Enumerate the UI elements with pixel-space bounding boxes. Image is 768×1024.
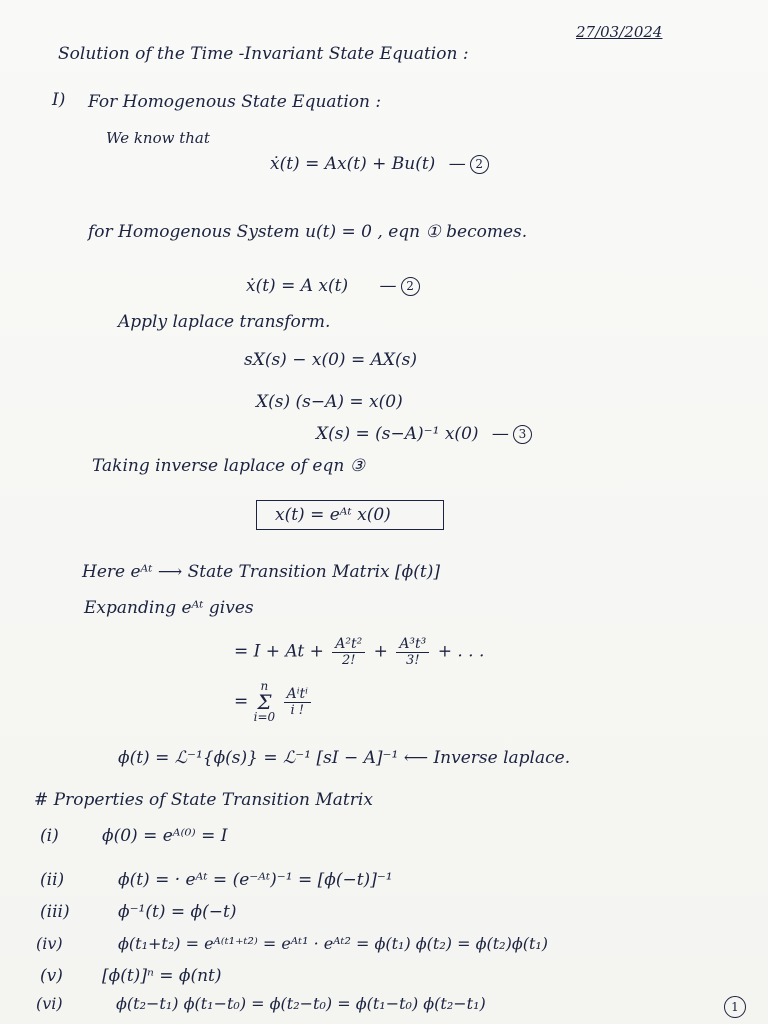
property-text: [ϕ(t)]ⁿ = ϕ(nt) — [102, 966, 222, 986]
equation-homogenous-text: ẋ(t) = A x(t) — [246, 276, 349, 296]
sum-term — [284, 686, 311, 718]
property-number: (iii) — [40, 902, 70, 922]
series-summation — [234, 680, 314, 724]
equation-tag: 2 — [470, 155, 489, 174]
property-item — [40, 966, 222, 986]
series-plus: + — [373, 641, 388, 662]
section-heading: For Homogenous State Equation : — [88, 92, 382, 112]
series-term-2-den: 2! — [342, 653, 356, 668]
sum-symbol — [254, 680, 276, 724]
sigma: Σ — [257, 690, 272, 714]
property-text: ϕ(t₂−t₁) ϕ(t₁−t₀) = ϕ(t₂−t₀) = ϕ(t₁−t₀) ϕ(t₂−t₁) — [116, 994, 486, 1013]
property-item — [40, 870, 393, 890]
series-term-2-num: A²t² — [332, 636, 365, 653]
series-start: = I + At + — [234, 641, 324, 662]
apply-laplace-text: Apply laplace transform. — [118, 312, 331, 332]
sum-equals: = — [234, 691, 249, 712]
page-title: Solution of the Time -Invariant State Equation : — [58, 44, 469, 64]
properties-heading: # Properties of State Transition Matrix — [34, 790, 373, 810]
property-number: (ii) — [40, 870, 65, 890]
section-number: I) — [52, 90, 66, 110]
series-term-3 — [396, 636, 429, 668]
laplace-step-1: sX(s) − x(0) = AX(s) — [244, 350, 417, 370]
equation-state: ẋ(t) = Ax(t) + Bu(t) — 2 — [270, 154, 489, 174]
property-number: (vi) — [36, 994, 63, 1013]
series-term-2 — [332, 636, 365, 668]
property-text: ϕ(t) = · eᴬᵗ = (e⁻ᴬᵗ)⁻¹ = [ϕ(−t)]⁻¹ — [118, 870, 393, 890]
boxed-result: x(t) = eᴬᵗ x(0) — [256, 500, 444, 530]
taking-inverse-text: Taking inverse laplace of eqn ③ — [92, 456, 365, 476]
property-item — [40, 902, 236, 922]
equation-tag: 3 — [513, 425, 532, 444]
property-item — [40, 826, 227, 846]
laplace-step-2: X(s) (s−A) = x(0) — [256, 392, 403, 412]
property-text: ϕ(0) = eᴬ⁽⁰⁾ = I — [102, 826, 228, 846]
expanding-line: Expanding eᴬᵗ gives — [84, 598, 254, 618]
property-text: ϕ⁻¹(t) = ϕ(−t) — [118, 902, 237, 922]
equation-homogenous: ẋ(t) = A x(t) — 2 — [246, 276, 420, 296]
property-item — [36, 934, 548, 954]
series-term-3-num: A³t³ — [396, 636, 429, 653]
date: 27/03/2024 — [576, 23, 663, 41]
we-know-text: We know that — [106, 129, 210, 147]
laplace-step-3-text: X(s) = (s−A)⁻¹ x(0) — [316, 424, 479, 444]
sum-term-den: i ! — [290, 703, 305, 718]
page-number: 1 — [724, 996, 746, 1018]
laplace-step-3: X(s) = (s−A)⁻¹ x(0) — 3 — [316, 424, 532, 444]
property-item — [36, 994, 486, 1014]
series-tail: + . . . — [437, 641, 485, 662]
property-number: (i) — [40, 826, 59, 846]
phi-inverse-laplace: ϕ(t) = ℒ⁻¹{ϕ(s)} = ℒ⁻¹ [sI − A]⁻¹ ⟵ Inverse laplace. — [118, 748, 571, 768]
sum-upper: n — [260, 679, 269, 693]
property-number: (v) — [40, 966, 63, 986]
property-text: ϕ(t₁+t₂) = eᴬ⁽ᵗ¹⁺ᵗ²⁾ = eᴬᵗ¹ · eᴬᵗ² = ϕ(t₁) ϕ(t₂) = ϕ(t₂)ϕ(t₁) — [118, 934, 549, 953]
series-expansion — [234, 636, 484, 668]
equation-tag: 2 — [401, 277, 420, 296]
equation-state-text: ẋ(t) = Ax(t) + Bu(t) — [270, 154, 436, 174]
sum-term-num: Aⁱtⁱ — [284, 686, 311, 703]
homogenous-system-line: for Homogenous System u(t) = 0 , eqn ① becomes. — [88, 222, 528, 242]
here-line: Here eᴬᵗ ⟶ State Transition Matrix [ϕ(t)] — [82, 562, 440, 582]
series-term-3-den: 3! — [406, 653, 420, 668]
sum-lower: i=0 — [253, 710, 276, 724]
property-number: (iv) — [36, 934, 63, 953]
